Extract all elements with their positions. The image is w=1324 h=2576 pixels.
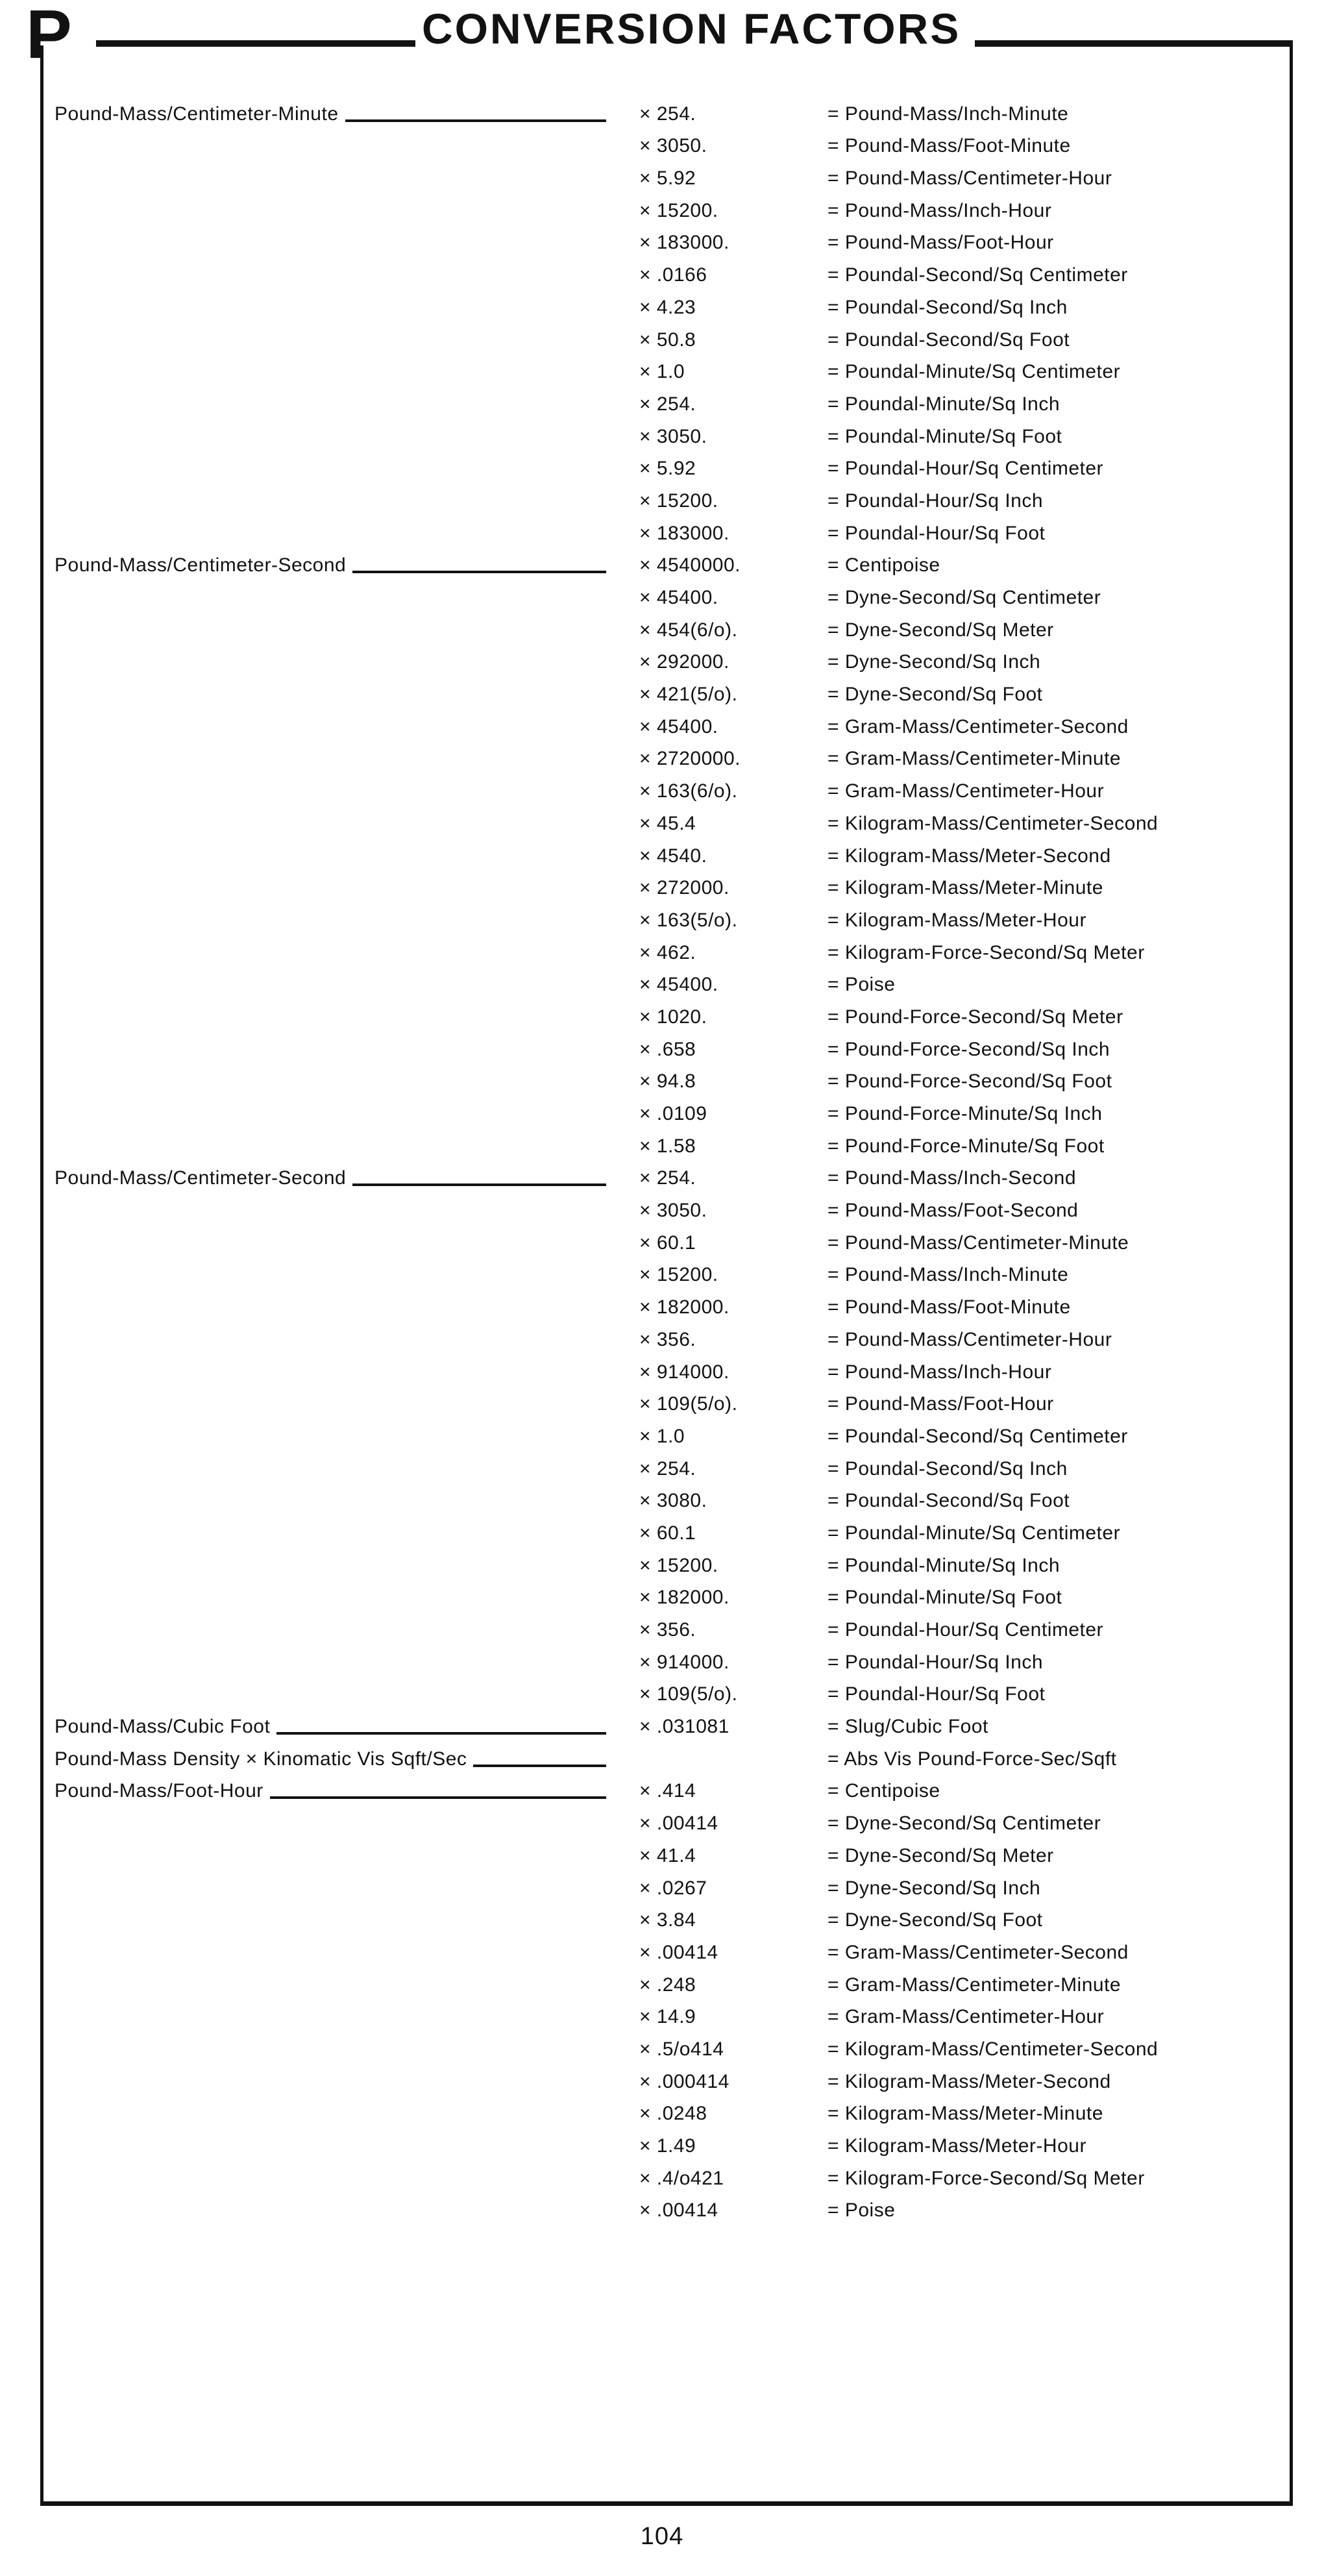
source-unit-cell [43,864,610,866]
source-unit-cell [43,2186,610,2188]
source-unit-cell [43,638,610,640]
conversion-row [43,1388,1290,1420]
source-unit-cell [43,2025,610,2027]
source-unit-cell [43,412,610,414]
conversion-factor: × .0109 [639,1103,707,1124]
conversion-factor: × 356. [639,1619,696,1641]
conversion-factor: × 182000. [639,1296,729,1319]
result-unit: = Gram-Mass/Centimeter-Hour [828,2007,1105,2027]
result-unit: = Pound-Mass/Inch-Hour [828,201,1052,221]
conversion-row [43,1872,1290,1904]
conversion-factor: × 15200. [639,199,718,221]
conversion-row [43,581,1290,613]
result-unit: = Poundal-Second/Sq Foot [828,1491,1070,1511]
conversion-row [43,1356,1290,1388]
result-unit: = Dyne-Second/Sq Centimeter [828,1814,1101,1834]
conversion-factor: × 60.1 [639,1232,696,1254]
source-unit-cell [43,509,610,511]
conversion-factor: × 254. [639,1167,696,1189]
conversion-row [43,2098,1290,2130]
source-unit-cell [43,1154,610,1156]
result-unit: = Dyne-Second/Sq Meter [828,1846,1054,1866]
conversion-row [43,194,1290,227]
conversion-row [43,227,1290,259]
conversion-factor: × .00414 [639,1941,718,1963]
result-unit: = Poundal-Minute/Sq Centimeter [828,1523,1121,1543]
source-unit-cell [43,477,610,478]
conversion-row [43,872,1290,904]
result-unit: = Gram-Mass/Centimeter-Second [828,717,1129,737]
conversion-row [43,130,1290,162]
result-unit: = Centipoise [828,556,940,576]
result-unit: = Poundal-Hour/Sq Foot [828,1685,1046,1705]
conversion-row [43,291,1290,323]
source-unit-cell [43,1283,610,1285]
conversion-row [43,388,1290,420]
conversion-row [43,1291,1290,1323]
result-unit: = Gram-Mass/Centimeter-Second [828,1942,1129,1963]
source-unit-cell [43,993,610,995]
conversion-factor: × 60.1 [639,1522,696,1544]
result-unit: = Slug/Cubic Foot [828,1717,988,1737]
conversion-row [43,1162,1290,1195]
result-unit: = Poundal-Hour/Sq Centimeter [828,459,1104,479]
conversion-factor: × 1.49 [639,2135,696,2157]
result-unit: = Pound-Mass/Foot-Hour [828,233,1054,253]
result-unit: = Centipoise [828,1781,940,1802]
section-letter: P [26,0,70,73]
source-unit-cell [43,1122,610,1124]
source-unit-cell [43,380,610,382]
result-unit: = Poundal-Minute/Sq Inch [828,1555,1060,1576]
conversion-row [43,2065,1290,2098]
source-unit-cell [43,1605,610,1607]
conversion-row [43,549,1290,582]
conversion-factor: × 5.92 [639,167,696,190]
conversion-rows [43,97,1290,2226]
conversion-factor: × .0166 [639,264,707,286]
conversion-factor: × .414 [639,1780,696,1802]
conversion-row [43,969,1290,1001]
conversion-row [43,1839,1290,1872]
conversion-row [43,1452,1290,1485]
conversion-row [43,1807,1290,1839]
source-unit-cell [43,2057,610,2059]
source-unit-cell [43,2218,610,2220]
result-unit: = Pound-Mass/Centimeter-Minute [828,1233,1129,1253]
result-unit: = Kilogram-Mass/Meter-Hour [828,2136,1086,2156]
conversion-factor: × 183000. [639,522,729,544]
source-unit-cell [43,1315,610,1317]
result-unit: = Gram-Mass/Centimeter-Hour [828,782,1105,802]
source-unit-cell [43,1831,610,1833]
conversion-row [43,1420,1290,1452]
conversion-factor: × .031081 [639,1716,729,1738]
conversion-factor: × .248 [639,1974,696,1996]
conversion-table-box [40,45,1293,2506]
result-unit: = Pound-Force-Second/Sq Meter [828,1007,1123,1027]
conversion-factor: × 5.92 [639,458,696,480]
conversion-factor: × 182000. [639,1587,729,1609]
conversion-factor: × 109(5/o). [639,1393,738,1415]
conversion-factor: × 3050. [639,135,707,157]
source-unit-cell [43,1864,610,1866]
conversion-factor: × 254. [639,103,696,125]
source-unit-cell [43,1896,610,1898]
source-unit-cell [43,445,610,447]
conversion-factor: × .4/o421 [639,2167,724,2189]
conversion-row [43,2129,1290,2162]
conversion-row [43,1226,1290,1259]
page-number: 104 [640,2523,684,2550]
conversion-row [43,1517,1290,1549]
result-unit: = Pound-Force-Second/Sq Inch [828,1039,1110,1059]
conversion-factor: × .5/o414 [639,2038,724,2060]
conversion-factor: × 41.4 [639,1844,696,1866]
conversion-row [43,743,1290,775]
conversion-row [43,1065,1290,1098]
result-unit: = Poundal-Second/Sq Centimeter [828,1426,1128,1446]
source-unit-cell [43,2090,610,2092]
source-unit-cell [43,154,610,156]
result-unit: = Dyne-Second/Sq Foot [828,1911,1043,1931]
leader-line [473,1765,606,1767]
conversion-factor: × 1.0 [639,361,685,383]
conversion-row [43,1485,1290,1517]
result-unit: = Poundal-Second/Sq Centimeter [828,266,1128,286]
source-unit-cell [43,105,610,124]
conversion-row [43,904,1290,936]
result-unit: = Poundal-Minute/Sq Inch [828,394,1060,414]
source-unit-cell [43,1717,610,1737]
result-unit: = Poundal-Hour/Sq Centimeter [828,1620,1104,1640]
conversion-factor: × 94.8 [639,1071,696,1093]
result-unit: = Poundal-Minute/Sq Centimeter [828,362,1121,382]
conversion-factor: × 1.58 [639,1135,696,1157]
result-unit: = Abs Vis Pound-Force-Sec/Sqft [828,1749,1117,1769]
conversion-factor: × 3080. [639,1490,707,1512]
source-unit-cell [43,1670,610,1672]
conversion-factor: × 1.0 [639,1425,685,1447]
conversion-row [43,356,1290,388]
conversion-factor: × .0267 [639,1877,707,1899]
source-unit-cell [43,896,610,898]
result-unit: = Pound-Mass/Foot-Hour [828,1394,1054,1415]
conversion-factor: × 914000. [639,1361,729,1383]
conversion-row [43,323,1290,356]
conversion-factor: × 50.8 [639,328,696,351]
result-unit: = Dyne-Second/Sq Inch [828,652,1041,673]
source-unit-cell [43,799,610,801]
source-unit-cell [43,1928,610,1930]
conversion-factor: × 1020. [639,1006,707,1028]
source-unit-cell [43,186,610,188]
conversion-row [43,1097,1290,1130]
result-unit: = Dyne-Second/Sq Centimeter [828,588,1101,608]
source-unit-cell [43,606,610,608]
source-unit-cell [43,348,610,350]
conversion-row [43,162,1290,194]
conversion-row [43,678,1290,710]
result-unit: = Pound-Mass/Foot-Second [828,1201,1079,1221]
conversion-row [43,839,1290,872]
conversion-row [43,1968,1290,2001]
leader-line [276,1732,606,1735]
source-unit-label: Pound-Mass/Centimeter-Second [55,1169,347,1189]
result-unit: = Dyne-Second/Sq Inch [828,1878,1041,1898]
result-unit: = Gram-Mass/Centimeter-Minute [828,749,1122,769]
source-unit-cell [43,1169,610,1188]
conversion-factor: × 45.4 [639,812,696,834]
conversion-row [43,1904,1290,1937]
result-unit: = Poise [828,975,896,995]
source-unit-cell [43,1781,610,1801]
result-unit: = Kilogram-Mass/Meter-Second [828,2072,1111,2092]
conversion-row [43,1323,1290,1356]
conversion-factor: × .00414 [639,1813,718,1835]
conversion-factor: × 421(5/o). [639,684,738,706]
result-unit: = Poundal-Hour/Sq Inch [828,1652,1044,1672]
result-unit: = Pound-Mass/Inch-Minute [828,104,1069,124]
conversion-factor: × 292000. [639,651,729,673]
result-unit: = Pound-Force-Minute/Sq Inch [828,1104,1103,1124]
result-unit: = Poundal-Hour/Sq Inch [828,491,1044,511]
conversion-factor: × .00414 [639,2199,718,2222]
conversion-row [43,258,1290,291]
conversion-row [43,517,1290,549]
conversion-factor: × 163(5/o). [639,909,738,931]
conversion-factor: × 272000. [639,877,729,899]
source-unit-cell [43,1219,610,1220]
result-unit: = Poundal-Minute/Sq Foot [828,1588,1062,1608]
conversion-factor: × .0248 [639,2103,707,2125]
conversion-row [43,420,1290,452]
result-unit: = Pound-Mass/Foot-Minute [828,136,1071,156]
source-unit-cell [43,1638,610,1640]
result-unit: = Pound-Force-Minute/Sq Foot [828,1136,1105,1156]
conversion-factor: × 45400. [639,715,718,737]
source-unit-cell [43,1025,610,1027]
source-unit-label: Pound-Mass/Foot-Hour [55,1781,264,1802]
source-unit-cell [43,541,610,543]
conversion-factor: × 14.9 [639,2006,696,2028]
source-unit-label: Pound-Mass Density × Kinomatic Vis Sqft/Sec [55,1749,467,1769]
conversion-row [43,1259,1290,1291]
result-unit: = Kilogram-Mass/Meter-Hour [828,910,1086,930]
conversion-factor: × .000414 [639,2070,729,2092]
result-unit: = Kilogram-Mass/Meter-Second [828,846,1111,866]
source-unit-cell [43,2122,610,2124]
source-unit-cell [43,316,610,317]
result-unit: = Kilogram-Mass/Meter-Minute [828,2104,1103,2124]
result-unit: = Pound-Mass/Centimeter-Hour [828,169,1112,189]
source-unit-cell [43,1477,610,1479]
conversion-factor: × 356. [639,1328,696,1350]
source-unit-cell [43,1412,610,1414]
conversion-row [43,1775,1290,1807]
result-unit: = Poundal-Second/Sq Inch [828,1459,1068,1479]
source-unit-cell [43,556,610,575]
conversion-row [43,1678,1290,1711]
conversion-row [43,484,1290,517]
conversion-factor: × 109(5/o). [639,1683,738,1705]
conversion-row [43,774,1290,807]
result-unit: = Pound-Mass/Foot-Minute [828,1298,1071,1318]
result-unit: = Poundal-Hour/Sq Foot [828,523,1046,543]
conversion-factor: × 3050. [639,1200,707,1222]
source-unit-cell [43,251,610,253]
source-unit-cell [43,832,610,834]
conversion-factor: × 45400. [639,587,718,608]
result-unit: = Pound-Mass/Inch-Second [828,1169,1077,1189]
conversion-row [43,613,1290,646]
conversion-row [43,807,1290,839]
source-unit-cell [43,1750,610,1769]
conversion-factor: × 3050. [639,425,707,447]
source-unit-cell [43,1058,610,1059]
source-unit-cell [43,1251,610,1253]
source-unit-cell [43,735,610,737]
source-unit-cell [43,1702,610,1704]
result-unit: = Dyne-Second/Sq Meter [828,620,1054,640]
conversion-factor: × 3.84 [639,1909,696,1931]
source-unit-cell [43,702,610,704]
conversion-row [43,1613,1290,1646]
conversion-row [43,2162,1290,2194]
conversion-row [43,1033,1290,1065]
result-unit: = Poundal-Second/Sq Inch [828,297,1068,317]
result-unit: = Poundal-Minute/Sq Foot [828,427,1062,447]
conversion-factor: × 2720000. [639,748,741,770]
conversion-factor: × 4540. [639,845,707,867]
conversion-factor: × 4540000. [639,554,741,576]
source-unit-cell [43,767,610,769]
conversion-row [43,1581,1290,1614]
source-unit-cell [43,928,610,930]
source-unit-label: Pound-Mass/Cubic Foot [55,1717,271,1737]
source-unit-label: Pound-Mass/Centimeter-Second [55,556,347,576]
conversion-row [43,1549,1290,1581]
result-unit: = Pound-Mass/Inch-Minute [828,1265,1069,1285]
source-unit-cell [43,1574,610,1576]
source-unit-cell [43,2154,610,2156]
conversion-row [43,1194,1290,1226]
conversion-row [43,1130,1290,1162]
conversion-factor: × 4.23 [639,296,696,318]
conversion-factor: × 163(6/o). [639,780,738,802]
source-unit-cell [43,670,610,672]
source-unit-cell [43,219,610,221]
conversion-row [43,936,1290,969]
result-unit: = Kilogram-Mass/Meter-Minute [828,878,1103,898]
leader-line [270,1796,606,1799]
conversion-factor: × 183000. [639,232,729,254]
result-unit: = Dyne-Second/Sq Foot [828,685,1043,705]
source-unit-cell [43,1961,610,1963]
source-unit-cell [43,283,610,285]
conversion-factor: × 15200. [639,489,718,512]
conversion-row [43,452,1290,485]
conversion-factor: × 454(6/o). [639,619,738,641]
conversion-row [43,1000,1290,1033]
source-unit-cell [43,1348,610,1350]
conversion-row [43,710,1290,743]
conversion-factor: × 15200. [639,1554,718,1576]
conversion-row [43,97,1290,130]
conversion-row [43,2194,1290,2227]
result-unit: = Poundal-Second/Sq Foot [828,330,1070,350]
conversion-row [43,2033,1290,2065]
conversion-row [43,1710,1290,1742]
conversion-factor: × 15200. [639,1264,718,1286]
source-unit-cell [43,961,610,963]
conversion-factor: × 254. [639,1457,696,1480]
result-unit: = Pound-Mass/Centimeter-Hour [828,1330,1112,1350]
conversion-row [43,1742,1290,1775]
conversion-row [43,1646,1290,1678]
source-unit-cell [43,1509,610,1511]
conversion-factor: × 914000. [639,1651,729,1673]
source-unit-cell [43,1444,610,1446]
conversion-factor: × 462. [639,941,696,963]
result-unit: = Kilogram-Force-Second/Sq Meter [828,2168,1145,2188]
result-unit: = Pound-Force-Second/Sq Foot [828,1072,1112,1092]
source-unit-label: Pound-Mass/Centimeter-Minute [55,104,339,124]
source-unit-cell [43,1993,610,1995]
conversion-row [43,2001,1290,2033]
conversion-factor: × 45400. [639,974,718,996]
source-unit-cell [43,1089,610,1091]
result-unit: = Pound-Mass/Inch-Hour [828,1362,1052,1382]
page-title: CONVERSION FACTORS [422,5,961,53]
leader-line [352,1183,606,1186]
result-unit: = Gram-Mass/Centimeter-Minute [828,1975,1122,1995]
leader-line [345,119,606,122]
source-unit-cell [43,1380,610,1382]
result-unit: = Kilogram-Mass/Centimeter-Second [828,813,1158,834]
conversion-row [43,1936,1290,1968]
source-unit-cell [43,1541,610,1543]
leader-line [352,571,606,573]
result-unit: = Kilogram-Force-Second/Sq Meter [828,943,1145,963]
conversion-row [43,646,1290,678]
result-unit: = Poise [828,2201,896,2221]
result-unit: = Kilogram-Mass/Centimeter-Second [828,2039,1158,2059]
conversion-factor: × .658 [639,1038,696,1060]
conversion-factor: × 254. [639,393,696,415]
